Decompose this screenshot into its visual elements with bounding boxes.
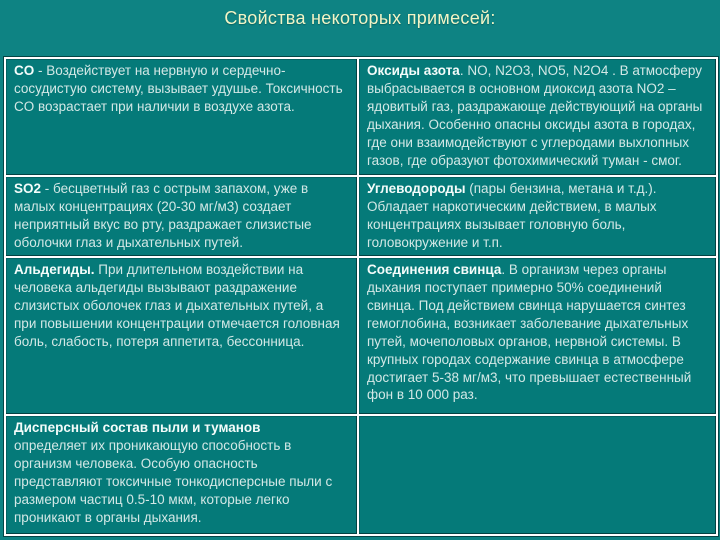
cell-text: (пары бензина, метана и т.д.). Обладает наркотическим действием, в малых концентрациях вызывает головную боль, головокружение и т.п.	[367, 181, 657, 250]
cell-so2	[5, 176, 358, 257]
cell-lead-compounds	[358, 257, 717, 415]
cell-hydrocarbons	[358, 176, 717, 257]
cell-text: - бесцветный газ с острым запахом, уже в малых концентрациях (20-30 мг/м3) создает неприятный вкус во рту, раздражает слизистые оболочки глаз и дыхательных путей.	[14, 181, 312, 250]
cell-text: определяет их проникающую способность в организм человека. Особую опасность представляют токсичные тонкодисперсные пыли с размером частиц 0.5-10 мкм, которые легко проникают в органы дыхания.	[14, 437, 333, 525]
cell-term: SO2	[14, 181, 42, 196]
cell-text: - Воздействует на нервную и сердечно-сосудистую систему, вызывает удушье. Токсичность CO возрастает при наличии в воздухе азота.	[14, 63, 343, 114]
table-row	[5, 415, 717, 535]
impurities-table	[4, 57, 718, 536]
cell-empty	[358, 415, 717, 535]
table-row	[5, 58, 717, 176]
cell-term: Дисперсный состав пыли и туманов	[14, 419, 261, 435]
cell-text: . В организм через органы дыхания поступает примерно 50% соединений свинца. Под действием свинца нарушается синтез гемоглобина, возникает заболевание дыхательных путей, мочеполовых органов, нервной системы. В крупных городах содержание свинца в атмосфере достигает 5-38 мг/м3, что превышает естественный фон в 10 000 раз.	[367, 261, 692, 403]
cell-aldehydes	[5, 257, 358, 415]
table-row	[5, 176, 717, 257]
cell-term: CO	[14, 63, 35, 78]
cell-term: Углеводороды	[367, 181, 466, 196]
cell-dust-dispersion	[5, 415, 358, 535]
cell-text: . NO, N2O3, NO5, N2O4 . В атмосферу выбрасывается в основном диоксид азота NO2 – ядовитый газ, раздражающе действующий на органы дыхания. Особенно опасны оксиды азота в городах, где они взаимодействуют с углеродами выхлопных газов, где образуют фотохимический туман - смог.	[367, 63, 703, 168]
slide-title: Свойства некоторых примесей:	[224, 8, 496, 28]
cell-term: Альдегиды.	[14, 261, 95, 277]
cell-text: При длительном воздействии на человека альдегиды вызывают раздражение слизистых оболочек глаз и дыхательных путей, а при повышении концентрации отмечается головная боль, слабость, потеря аппетита, бессонница.	[14, 261, 340, 349]
cell-term: Соединения свинца	[367, 261, 502, 277]
cell-term: Оксиды азота	[367, 63, 460, 78]
cell-co	[5, 58, 358, 176]
table-row	[5, 257, 717, 415]
cell-nitrogen-oxides	[358, 58, 717, 176]
